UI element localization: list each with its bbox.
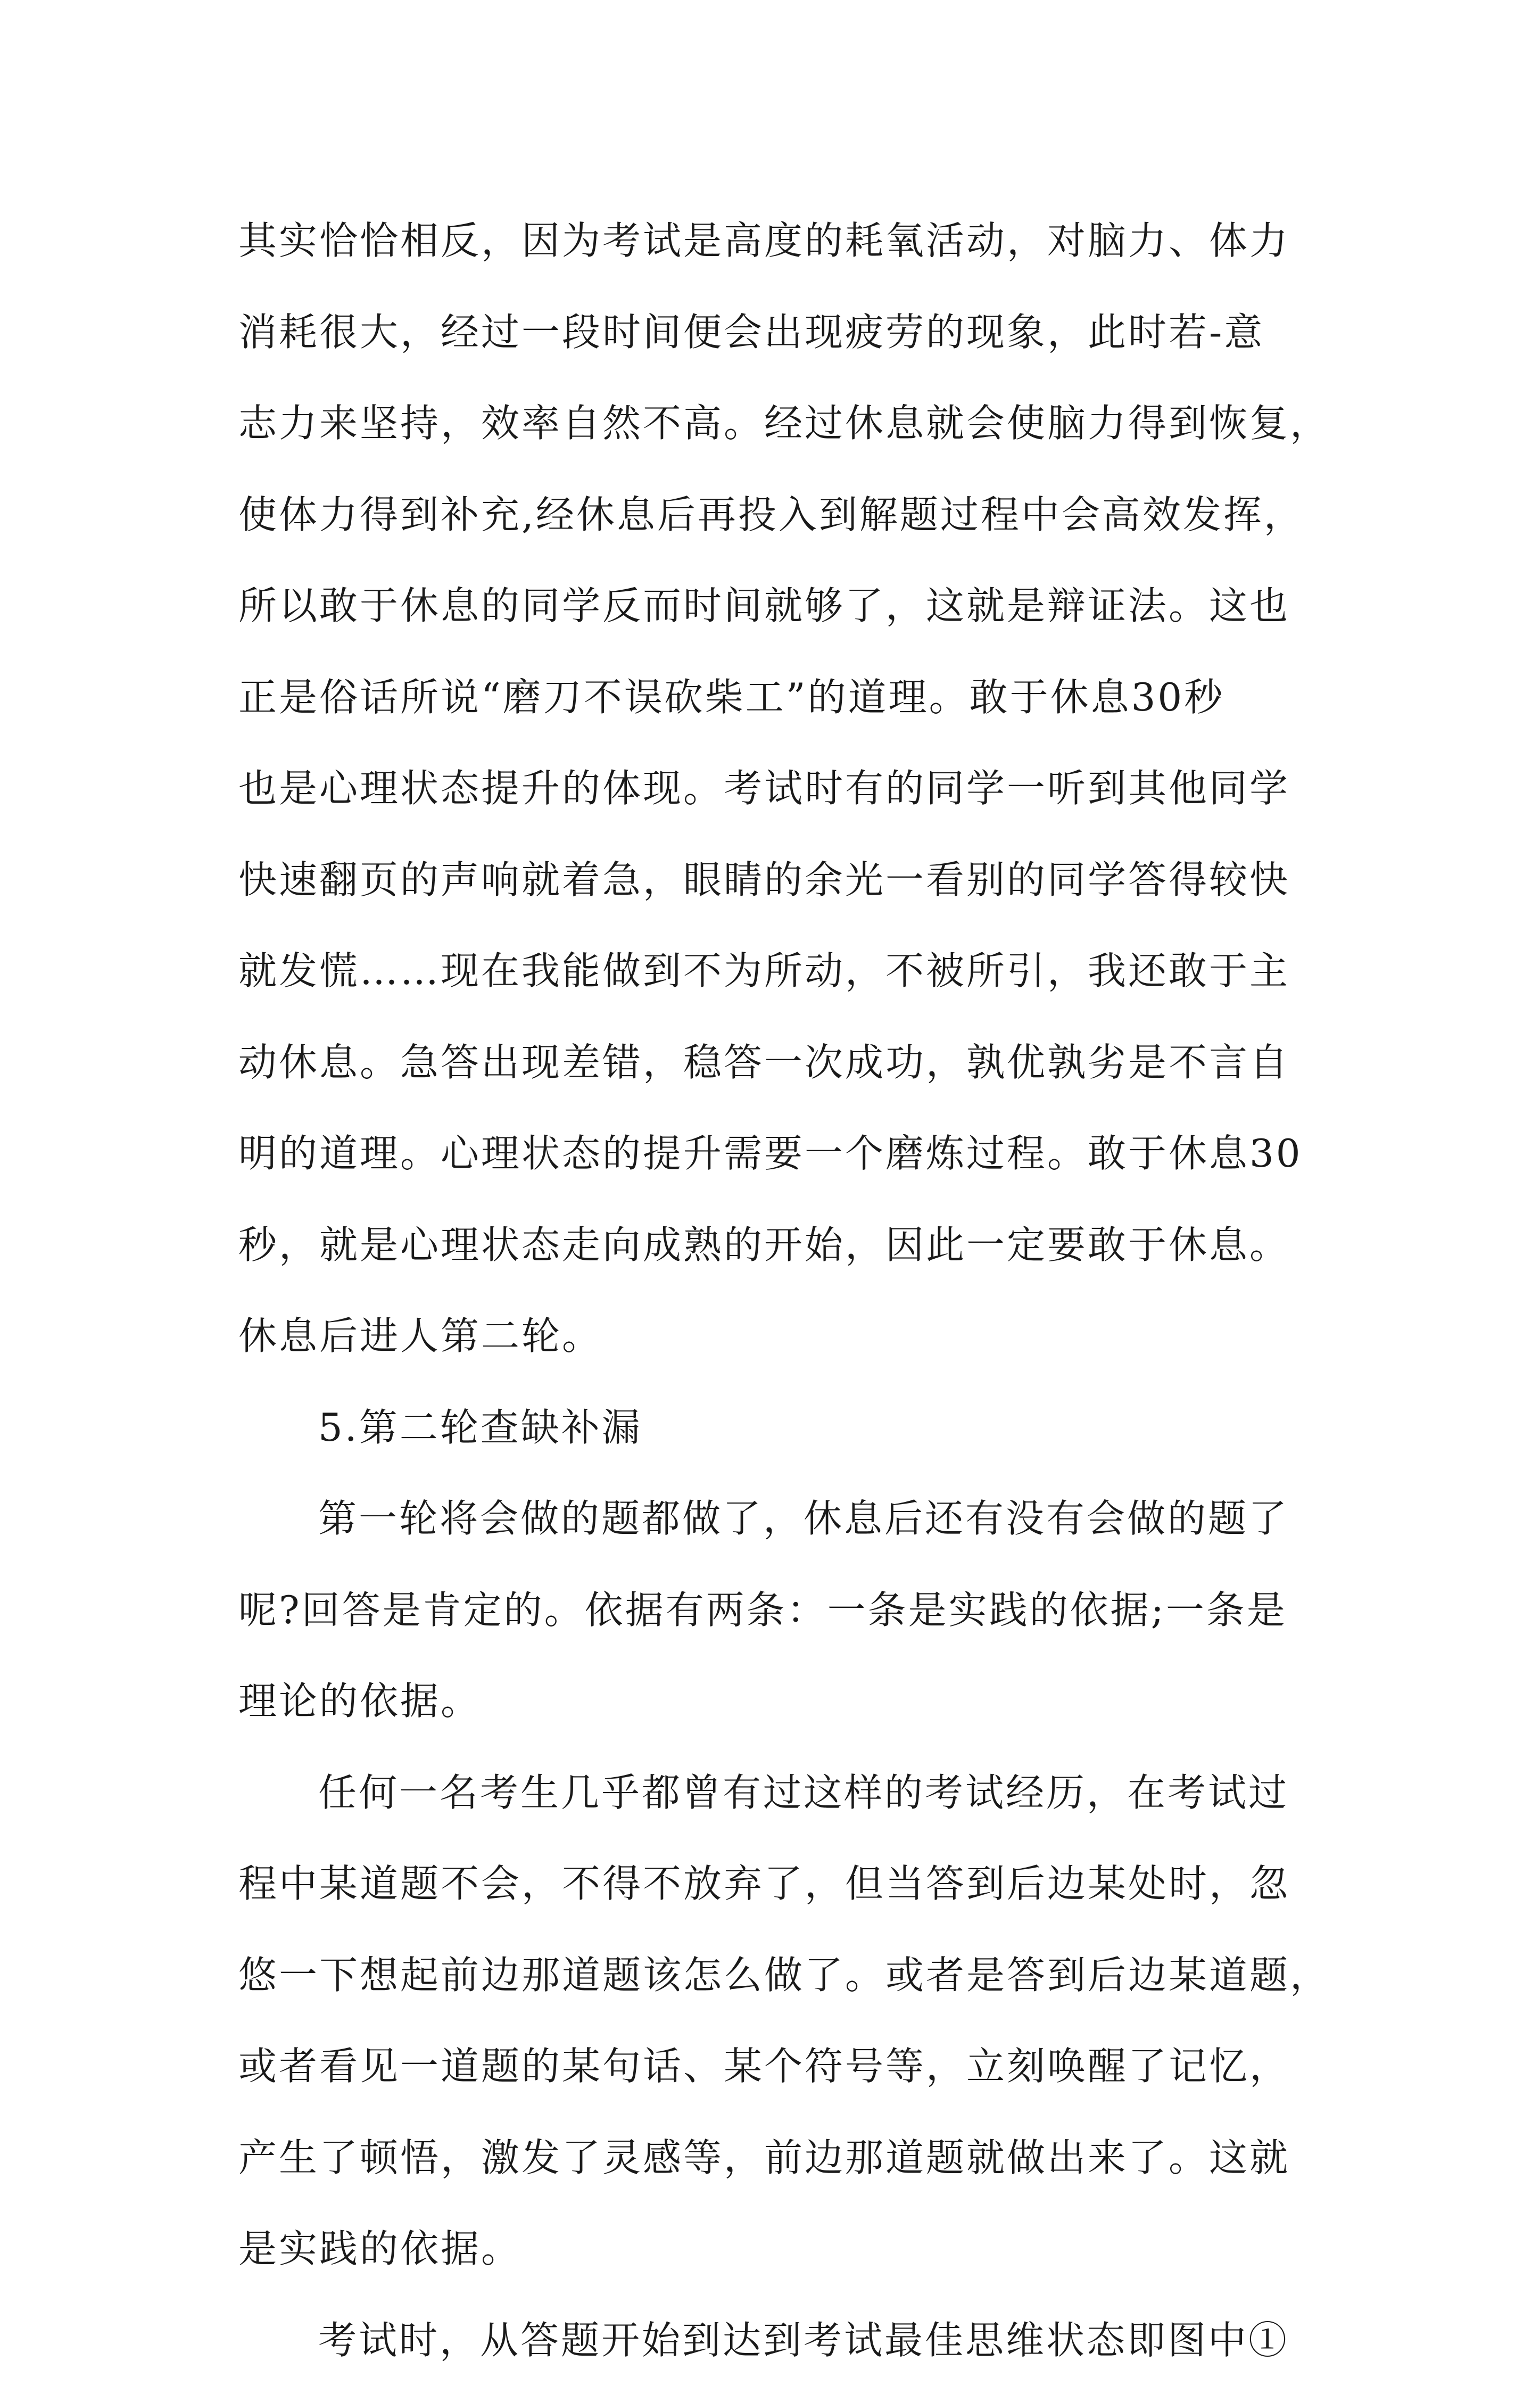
text-line: 第一轮将会做的题都做了，休息后还有没有会做的题了 bbox=[238, 1473, 1324, 1565]
text-line: 程中某道题不会，不得不放弃了，但当答到后边某处时，忽 bbox=[238, 1838, 1324, 1930]
text-line: 动休息。急答出现差错，稳答一次成功，孰优孰劣是不言自 bbox=[238, 1017, 1324, 1109]
text-line: 明的道理。心理状态的提升需要一个磨炼过程。敢于休息30 bbox=[238, 1108, 1324, 1200]
text-line: 休息后进人第二轮。 bbox=[238, 1291, 1324, 1382]
text-line: 任何一名考生几乎都曾有过这样的考试经历，在考试过 bbox=[238, 1747, 1324, 1839]
text-line: 是实践的依据。 bbox=[238, 2203, 1324, 2295]
text-line: 所以敢于休息的同学反而时间就够了，这就是辩证法。这也 bbox=[238, 560, 1324, 652]
text-line: 其实恰恰相反，因为考试是高度的耗氧活动，对脑力、体力 bbox=[238, 195, 1324, 287]
body-text bbox=[238, 195, 1324, 2386]
text-line: 快速翻页的声响就着急，眼睛的余光一看别的同学答得较快 bbox=[238, 835, 1324, 926]
text-line: 或者看见一道题的某句话、某个符号等，立刻唤醒了记忆， bbox=[238, 2021, 1324, 2112]
text-line: 秒，就是心理状态走向成熟的开始，因此一定要敢于休息。 bbox=[238, 1200, 1324, 1291]
text-line: 使体力得到补充,经休息后再投入到解题过程中会高效发挥， bbox=[238, 469, 1324, 561]
text-line: 悠一下想起前边那道题该怎么做了。或者是答到后边某道题， bbox=[238, 1930, 1324, 2021]
text-line: 呢?回答是肯定的。依据有两条：一条是实践的依据;一条是 bbox=[238, 1565, 1324, 1656]
text-line: 产生了顿悟，激发了灵感等，前边那道题就做出来了。这就 bbox=[238, 2112, 1324, 2204]
text-line: 考试时，从答题开始到达到考试最佳思维状态即图中① bbox=[238, 2295, 1324, 2386]
text-line: 理论的依据。 bbox=[238, 1656, 1324, 1747]
text-line: 也是心理状态提升的体现。考试时有的同学一听到其他同学 bbox=[238, 743, 1324, 835]
text-line: 就发慌……现在我能做到不为所动，不被所引，我还敢于主 bbox=[238, 926, 1324, 1017]
text-line: 5.第二轮查缺补漏 bbox=[238, 1382, 1324, 1474]
text-line: 正是俗话所说“磨刀不误砍柴工”的道理。敢于休息30秒 bbox=[238, 652, 1324, 744]
text-line: 消耗很大，经过一段时间便会出现疲劳的现象，此时若-意 bbox=[238, 287, 1324, 378]
text-line: 志力来坚持，效率自然不高。经过休息就会使脑力得到恢复， bbox=[238, 378, 1324, 469]
